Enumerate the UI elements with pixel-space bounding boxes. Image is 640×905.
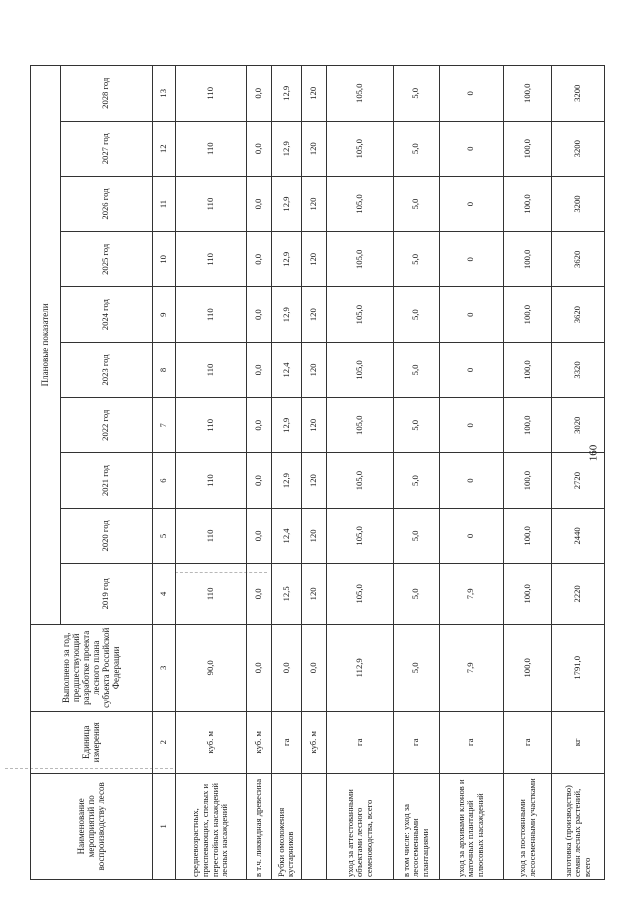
row-value-cell: 105,0 (327, 66, 394, 122)
table-row (393, 66, 439, 880)
table-body (175, 66, 604, 880)
row-value-cell: 110 (175, 564, 246, 625)
row-value-cell: 100,0 (503, 287, 551, 342)
row-value-cell: 12,9 (272, 176, 302, 231)
table-row (175, 66, 246, 880)
row-value-cell: 3200 (552, 66, 605, 122)
row-value-cell: 120 (301, 176, 326, 231)
row-value-cell: 0,0 (246, 508, 271, 563)
row-value-cell: 110 (175, 121, 246, 176)
col-name-header: Наименование мероприятий по воспроизводству лесов (31, 773, 153, 879)
column-number: 5 (152, 508, 175, 563)
row-value-cell: 5,0 (393, 342, 439, 397)
row-value-cell: 105,0 (327, 176, 394, 231)
col-prev-header: Выполнено за год, предшествующий разработке проекта лесного плана субъекта Российской Федерации (31, 624, 153, 711)
row-value-cell: 0 (439, 398, 503, 453)
row-name-cell: средневозрастных, приспевающих, спелых и перестойных насаждений лесных насаждений (175, 773, 246, 879)
row-value-cell: 100,0 (503, 508, 551, 563)
year-header: 2028 год (60, 66, 152, 122)
col-unit-header: Единица измерения (31, 711, 153, 773)
row-value-cell: 3200 (552, 176, 605, 231)
row-prev-cell: 0,0 (301, 624, 326, 711)
row-value-cell: 100,0 (503, 66, 551, 122)
row-value-cell: 0 (439, 342, 503, 397)
row-value-cell: 5,0 (393, 232, 439, 287)
row-prev-cell: 1791,0 (552, 624, 605, 711)
row-value-cell: 12,4 (272, 342, 302, 397)
row-name-cell: в т.ч. ликвидная древесина (246, 773, 271, 879)
year-header: 2022 год (60, 398, 152, 453)
row-unit-cell: куб. м (301, 711, 326, 773)
row-value-cell: 0 (439, 232, 503, 287)
row-prev-cell: 7,9 (439, 624, 503, 711)
row-value-cell: 0 (439, 176, 503, 231)
column-number: 11 (152, 176, 175, 231)
row-name-cell (301, 773, 326, 879)
row-value-cell: 12,9 (272, 398, 302, 453)
row-name-cell: уход за архивами клонов и маточных плантаций плюсовых насаждений (439, 773, 503, 879)
row-unit-cell: кг (552, 711, 605, 773)
column-number: 13 (152, 66, 175, 122)
row-value-cell: 3620 (552, 287, 605, 342)
year-header: 2019 год (60, 564, 152, 625)
row-value-cell: 105,0 (327, 508, 394, 563)
row-value-cell: 0 (439, 508, 503, 563)
row-value-cell: 105,0 (327, 453, 394, 508)
column-number: 4 (152, 564, 175, 625)
row-value-cell: 5,0 (393, 287, 439, 342)
row-value-cell: 12,9 (272, 121, 302, 176)
row-prev-cell: 0,0 (246, 624, 271, 711)
col-number-row (152, 66, 175, 880)
row-name-cell: в том числе: уход за лесосеменными плантациями (393, 773, 439, 879)
row-unit-cell: га (503, 711, 551, 773)
column-number: 10 (152, 232, 175, 287)
row-value-cell: 105,0 (327, 287, 394, 342)
row-value-cell: 120 (301, 398, 326, 453)
row-value-cell: 0 (439, 287, 503, 342)
row-value-cell: 2720 (552, 453, 605, 508)
row-value-cell: 0,0 (246, 342, 271, 397)
column-number: 7 (152, 398, 175, 453)
table-row (439, 66, 503, 880)
row-value-cell: 120 (301, 453, 326, 508)
year-header: 2021 год (60, 453, 152, 508)
row-value-cell: 100,0 (503, 176, 551, 231)
row-unit-cell: га (439, 711, 503, 773)
row-unit-cell: куб. м (246, 711, 271, 773)
row-value-cell: 2440 (552, 508, 605, 563)
row-value-cell: 110 (175, 398, 246, 453)
row-value-cell: 100,0 (503, 342, 551, 397)
row-value-cell: 120 (301, 66, 326, 122)
year-header: 2020 год (60, 508, 152, 563)
row-value-cell: 105,0 (327, 232, 394, 287)
row-value-cell: 3620 (552, 232, 605, 287)
row-prev-cell: 0,0 (272, 624, 302, 711)
row-value-cell: 0,0 (246, 176, 271, 231)
row-value-cell: 3320 (552, 342, 605, 397)
row-unit-cell: га (393, 711, 439, 773)
year-header: 2024 год (60, 287, 152, 342)
row-name-cell: Рубки омоложения кустарников (272, 773, 302, 879)
row-value-cell: 5,0 (393, 508, 439, 563)
row-value-cell: 105,0 (327, 121, 394, 176)
row-value-cell: 100,0 (503, 453, 551, 508)
column-number: 1 (152, 773, 175, 879)
row-value-cell: 5,0 (393, 176, 439, 231)
row-value-cell: 0 (439, 121, 503, 176)
row-name-cell: заготовка (производство) семян лесных растений, всего (552, 773, 605, 879)
column-number: 3 (152, 624, 175, 711)
row-prev-cell: 5,0 (393, 624, 439, 711)
table-row (246, 66, 271, 880)
planned-header: Плановые показатели (31, 66, 61, 625)
row-unit-cell: куб. м (175, 711, 246, 773)
row-value-cell: 5,0 (393, 121, 439, 176)
row-value-cell: 0,0 (246, 398, 271, 453)
row-value-cell: 100,0 (503, 121, 551, 176)
row-value-cell: 0 (439, 453, 503, 508)
row-value-cell: 100,0 (503, 564, 551, 625)
reforestation-table (30, 65, 605, 880)
row-value-cell: 2220 (552, 564, 605, 625)
row-unit-cell: га (272, 711, 302, 773)
row-value-cell: 120 (301, 121, 326, 176)
row-value-cell: 120 (301, 232, 326, 287)
row-value-cell: 110 (175, 287, 246, 342)
row-value-cell: 7,9 (439, 564, 503, 625)
row-name-cell: уход за аттестованными объектами лесного семеноводства, всего (327, 773, 394, 879)
row-value-cell: 105,0 (327, 342, 394, 397)
table-row (301, 66, 326, 880)
row-value-cell: 5,0 (393, 398, 439, 453)
row-value-cell: 12,5 (272, 564, 302, 625)
table-row (552, 66, 605, 880)
row-value-cell: 105,0 (327, 564, 394, 625)
header-row-top (31, 66, 61, 880)
table-row (327, 66, 394, 880)
row-value-cell: 110 (175, 176, 246, 231)
table-row (272, 66, 302, 880)
page-number: 160 (587, 444, 600, 462)
row-value-cell: 100,0 (503, 232, 551, 287)
row-prev-cell: 100,0 (503, 624, 551, 711)
year-header: 2026 год (60, 176, 152, 231)
row-prev-cell: 112,9 (327, 624, 394, 711)
year-header: 2025 год (60, 232, 152, 287)
row-value-cell: 5,0 (393, 453, 439, 508)
row-value-cell: 100,0 (503, 398, 551, 453)
row-value-cell: 0,0 (246, 66, 271, 122)
row-value-cell: 110 (175, 508, 246, 563)
row-value-cell: 0,0 (246, 232, 271, 287)
row-value-cell: 12,9 (272, 66, 302, 122)
column-number: 9 (152, 287, 175, 342)
row-value-cell: 110 (175, 66, 246, 122)
column-number: 2 (152, 711, 175, 773)
column-number: 6 (152, 453, 175, 508)
row-unit-cell: га (327, 711, 394, 773)
row-value-cell: 0 (439, 66, 503, 122)
row-value-cell: 12,9 (272, 287, 302, 342)
row-value-cell: 110 (175, 453, 246, 508)
row-name-cell: уход за постоянными лесосеменными участками (503, 773, 551, 879)
rotated-table-container (30, 65, 605, 880)
row-value-cell: 12,9 (272, 453, 302, 508)
row-value-cell: 0,0 (246, 453, 271, 508)
row-value-cell: 120 (301, 342, 326, 397)
year-header: 2027 год (60, 121, 152, 176)
row-value-cell: 120 (301, 564, 326, 625)
row-value-cell: 110 (175, 342, 246, 397)
row-value-cell: 3020 (552, 398, 605, 453)
row-value-cell: 110 (175, 232, 246, 287)
column-number: 8 (152, 342, 175, 397)
row-value-cell: 5,0 (393, 564, 439, 625)
row-value-cell: 105,0 (327, 398, 394, 453)
row-value-cell: 3200 (552, 121, 605, 176)
row-value-cell: 0,0 (246, 564, 271, 625)
row-prev-cell: 90,0 (175, 624, 246, 711)
row-value-cell: 12,4 (272, 508, 302, 563)
row-value-cell: 0,0 (246, 121, 271, 176)
row-value-cell: 120 (301, 287, 326, 342)
table-row (503, 66, 551, 880)
row-value-cell: 12,9 (272, 232, 302, 287)
row-value-cell: 0,0 (246, 287, 271, 342)
year-header: 2023 год (60, 342, 152, 397)
row-value-cell: 5,0 (393, 66, 439, 122)
column-number: 12 (152, 121, 175, 176)
row-value-cell: 120 (301, 508, 326, 563)
